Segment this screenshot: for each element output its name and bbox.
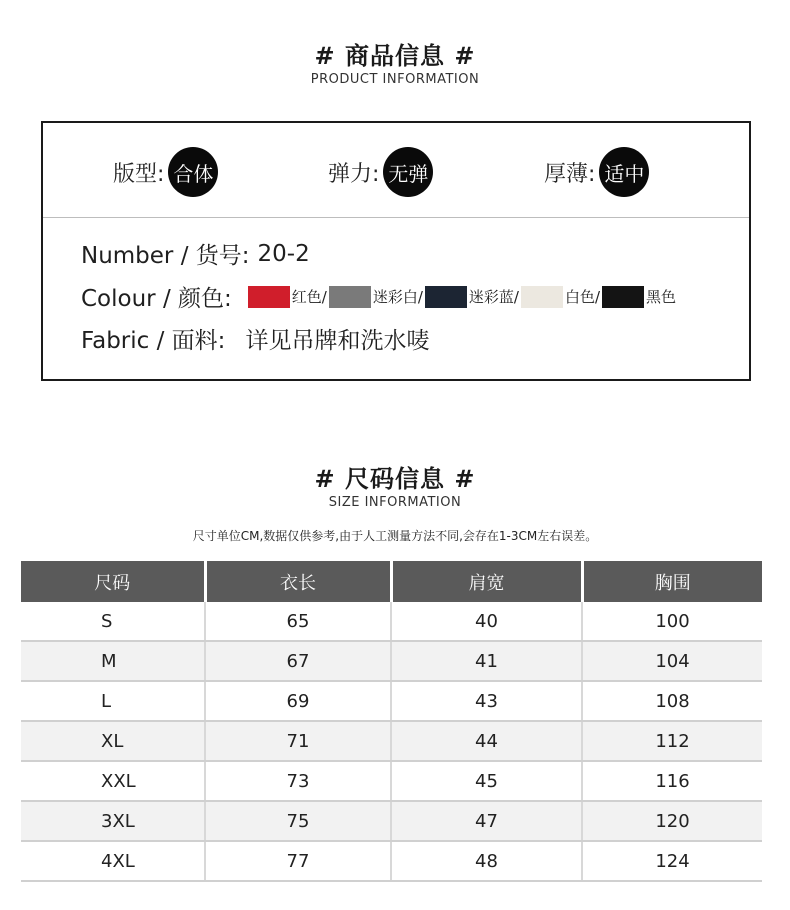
- colour-swatch: [425, 286, 467, 308]
- table-cell: 75: [205, 801, 391, 841]
- table-row: [21, 641, 762, 681]
- number-label: Number / 货号:: [81, 243, 250, 269]
- table-cell: 116: [582, 761, 762, 801]
- header-length: 衣长: [205, 561, 391, 602]
- table-cell: 124: [582, 841, 762, 881]
- table-cell: 120: [582, 801, 762, 841]
- table-cell: L: [21, 681, 205, 721]
- table-cell: 112: [582, 721, 762, 761]
- table-cell: 73: [205, 761, 391, 801]
- colour-swatch: [521, 286, 563, 308]
- table-cell: 100: [582, 602, 762, 641]
- attr-stretch-label: 弹力:: [328, 161, 380, 187]
- colour-name: 黑色: [646, 288, 677, 306]
- attr-stretch-value: 无弹: [383, 147, 433, 197]
- table-cell: 45: [391, 761, 582, 801]
- colour-swatch: [329, 286, 371, 308]
- size-info-title: # 尺码信息 #: [314, 465, 476, 493]
- fabric-value: 详见吊牌和洗水唛: [245, 328, 430, 354]
- header-shoulder: 肩宽: [391, 561, 582, 602]
- size-table: [21, 561, 762, 882]
- table-cell: 44: [391, 721, 582, 761]
- table-row: [21, 761, 762, 801]
- number-row: [81, 237, 310, 270]
- divider: [43, 217, 749, 218]
- table-cell: M: [21, 641, 205, 681]
- attr-thickness-value: 适中: [599, 147, 649, 197]
- product-info-title: # 商品信息 #: [314, 42, 476, 70]
- size-note: 尺寸单位CM,数据仅供参考,由于人工测量方法不同,会存在1-3CM左右误差。: [192, 529, 598, 543]
- table-cell: 77: [205, 841, 391, 881]
- attr-fit: [113, 147, 218, 197]
- table-row: [21, 681, 762, 721]
- colour-name: 迷彩白/: [372, 288, 423, 306]
- table-cell: 69: [205, 681, 391, 721]
- colour-row: [81, 280, 676, 313]
- table-cell: 65: [205, 602, 391, 641]
- attr-thickness-label: 厚薄:: [544, 161, 596, 187]
- product-info-subtitle: PRODUCT INFORMATION: [310, 72, 480, 87]
- header-size: 尺码: [21, 561, 205, 602]
- table-cell: XXL: [21, 761, 205, 801]
- size-info-subtitle: SIZE INFORMATION: [328, 495, 462, 510]
- table-cell: 4XL: [21, 841, 205, 881]
- table-cell: 48: [391, 841, 582, 881]
- table-cell: 108: [582, 681, 762, 721]
- table-cell: 41: [391, 641, 582, 681]
- table-cell: S: [21, 602, 205, 641]
- colour-swatch: [248, 286, 290, 308]
- table-cell: 40: [391, 602, 582, 641]
- fabric-row: [81, 322, 429, 355]
- table-cell: 47: [391, 801, 582, 841]
- number-value: 20-2: [257, 240, 310, 267]
- table-cell: 104: [582, 641, 762, 681]
- attr-fit-value: 合体: [168, 147, 218, 197]
- colour-label: Colour / 颜色:: [81, 286, 232, 312]
- size-table-header: [21, 561, 762, 602]
- colour-name: 迷彩蓝/: [468, 288, 519, 306]
- product-info-box: [41, 121, 751, 381]
- header-chest: 胸围: [582, 561, 762, 602]
- colour-swatch: [602, 286, 644, 308]
- attr-fit-label: 版型:: [113, 161, 165, 187]
- table-cell: XL: [21, 721, 205, 761]
- table-cell: 67: [205, 641, 391, 681]
- table-cell: 3XL: [21, 801, 205, 841]
- colour-name: 红色/: [291, 288, 327, 306]
- colour-name: 白色/: [564, 288, 600, 306]
- attr-thickness: [544, 147, 649, 197]
- table-row: [21, 801, 762, 841]
- table-row: [21, 602, 762, 641]
- colour-swatch-list: [246, 286, 676, 308]
- attr-stretch: [328, 147, 433, 197]
- table-row: [21, 841, 762, 881]
- table-cell: 71: [205, 721, 391, 761]
- table-cell: 43: [391, 681, 582, 721]
- fabric-label: Fabric / 面料:: [81, 328, 226, 354]
- table-row: [21, 721, 762, 761]
